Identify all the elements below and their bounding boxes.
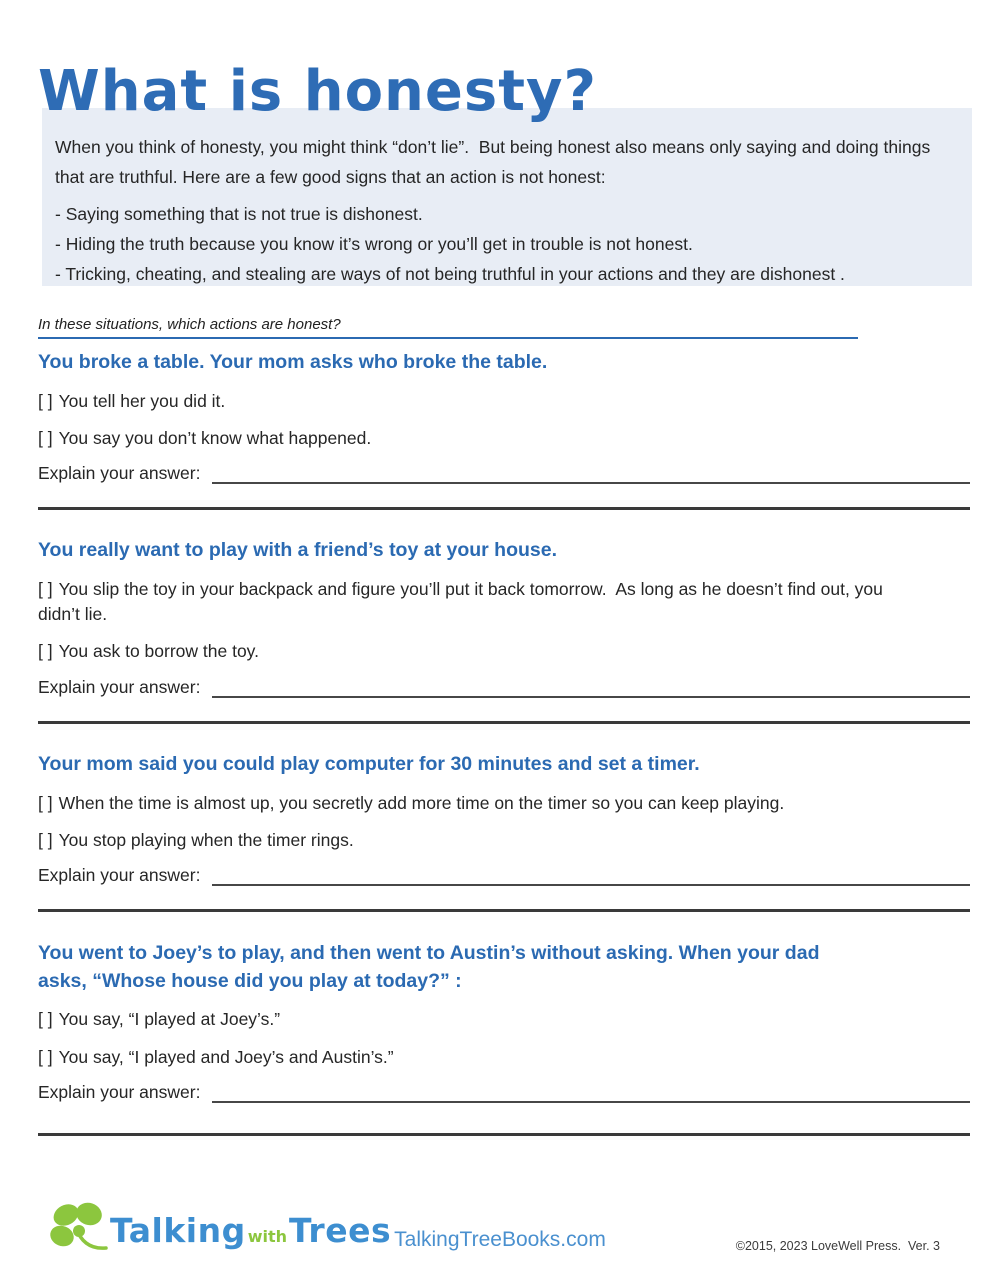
explain-row — [38, 463, 970, 484]
question-4-option-2 — [38, 1045, 896, 1070]
logo-text-trees: Trees — [289, 1210, 392, 1250]
checkbox-icon[interactable]: [ ] — [38, 1009, 53, 1030]
question-section-1 — [38, 349, 970, 484]
question-2-option-2 — [38, 639, 896, 664]
question-1-option-2 — [38, 426, 896, 451]
option-text: You say you don’t know what happened. — [58, 428, 372, 449]
answer-line-1[interactable] — [212, 678, 970, 698]
intro-bullet-1: - Saying something that is not true is dishonest. — [55, 204, 423, 224]
explain-row — [38, 1082, 970, 1103]
logo-text-talking: Talking — [110, 1210, 246, 1250]
answer-line-1[interactable] — [212, 1083, 970, 1103]
question-section-3 — [38, 751, 970, 886]
copyright-text: ©2015, 2023 LoveWell Press. Ver. 3 — [735, 1239, 940, 1253]
question-2-option-1 — [38, 577, 896, 628]
answer-line-2[interactable] — [38, 721, 970, 724]
instruction-text: In these situations, which actions are honest? — [38, 316, 341, 333]
option-text: You stop playing when the timer rings. — [58, 830, 354, 851]
answer-line-2[interactable] — [38, 909, 970, 912]
logo-text-with: with — [247, 1226, 288, 1246]
checkbox-icon[interactable]: [ ] — [38, 641, 53, 662]
question-1-option-1 — [38, 389, 896, 414]
option-text: You tell her you did it. — [58, 390, 226, 411]
question-section-2 — [38, 537, 970, 698]
intro-box — [42, 108, 972, 286]
explain-row — [38, 865, 970, 886]
checkbox-icon[interactable]: [ ] — [38, 830, 53, 851]
option-text: You slip the toy in your backpack and figure you’ll put it back tomorrow. As long as he doesn’t find out, you didn’t lie. — [38, 578, 883, 625]
answer-line-2[interactable] — [38, 1133, 970, 1136]
explain-label: Explain your answer: — [38, 676, 201, 697]
intro-bullet-2: - Hiding the truth because you know it’s wrong or you’ll get in trouble is not honest. — [55, 234, 693, 254]
intro-paragraph: When you think of honesty, you might think “don’t lie”. But being honest also means only saying and doing things that are truthful. Here are a few good signs that an action is not honest: — [55, 137, 931, 187]
instruction-underline — [38, 337, 858, 339]
option-text: You say, “I played and Joey’s and Austin’s.” — [58, 1046, 394, 1067]
question-4-heading: You went to Joey’s to play, and then went to Austin’s without asking. When your dad asks, “Whose house did you play at today?” : — [38, 942, 820, 992]
explain-row — [38, 677, 970, 698]
option-text: You say, “I played at Joey’s.” — [58, 1009, 281, 1030]
checkbox-icon[interactable]: [ ] — [38, 390, 53, 411]
question-3-heading: Your mom said you could play computer for 30 minutes and set a timer. — [38, 753, 700, 775]
checkbox-icon[interactable]: [ ] — [38, 1046, 53, 1067]
option-text: When the time is almost up, you secretly add more time on the timer so you can keep playing. — [58, 792, 785, 813]
question-3-option-1 — [38, 791, 896, 816]
checkbox-icon[interactable]: [ ] — [38, 428, 53, 449]
answer-line-2[interactable] — [38, 507, 970, 510]
checkbox-icon[interactable]: [ ] — [38, 578, 53, 599]
website-link[interactable]: TalkingTreeBooks.com — [394, 1228, 606, 1251]
question-3-option-2 — [38, 828, 896, 853]
question-2-heading: You really want to play with a friend’s toy at your house. — [38, 539, 558, 561]
checkbox-icon[interactable]: [ ] — [38, 792, 53, 813]
question-section-4 — [38, 940, 970, 1103]
option-text: You ask to borrow the toy. — [58, 641, 259, 662]
page-title: What is honesty? — [38, 59, 597, 124]
question-1-heading: You broke a table. Your mom asks who broke the table. — [38, 351, 548, 373]
explain-label: Explain your answer: — [38, 1082, 201, 1103]
intro-bullet-3: - Tricking, cheating, and stealing are ways of not being truthful in your actions and they are dishonest . — [55, 264, 845, 284]
explain-label: Explain your answer: — [38, 463, 201, 484]
question-4-option-1 — [38, 1007, 896, 1032]
answer-line-1[interactable] — [212, 464, 970, 484]
answer-line-1[interactable] — [212, 866, 970, 886]
explain-label: Explain your answer: — [38, 865, 201, 886]
